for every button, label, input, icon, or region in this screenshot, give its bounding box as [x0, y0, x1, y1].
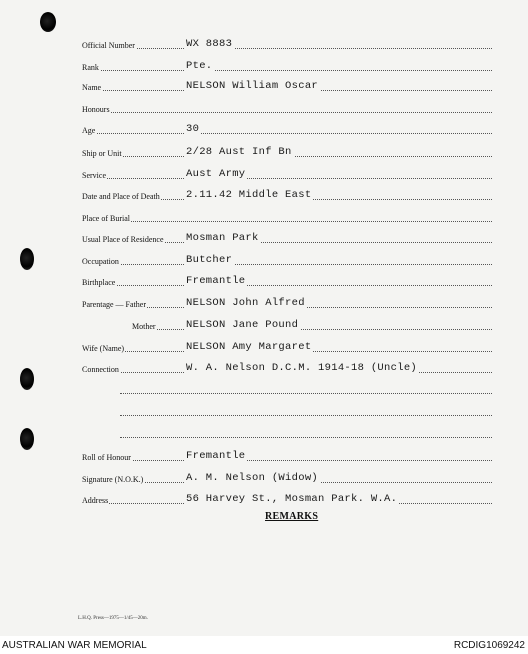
official-number-label: Official Number — [82, 41, 135, 50]
mother-label: Mother — [132, 322, 156, 331]
ship-or-unit-value: 2/28 Aust Inf Bn — [186, 146, 292, 158]
death-value: 2.11.42 Middle East — [186, 189, 312, 201]
printer-note: L.H.Q. Press—1975—1/45—20m. — [78, 616, 148, 621]
blank-line — [120, 436, 492, 438]
occupation-value: Butcher — [186, 254, 233, 266]
dotted-line — [82, 221, 492, 222]
connection-row — [82, 360, 492, 376]
signature-label: Signature (N.O.K.) — [82, 475, 144, 484]
occupation-label: Occupation — [82, 257, 119, 266]
service-row — [82, 166, 492, 182]
honours-row — [82, 100, 492, 116]
remarks-heading: REMARKS — [265, 511, 319, 522]
honours-label: Honours — [82, 105, 110, 114]
service-value: Aust Army — [186, 168, 246, 180]
blank-line — [120, 392, 492, 394]
wife-value: NELSON Amy Margaret — [186, 341, 312, 353]
dotted-line — [82, 264, 492, 265]
punch-hole — [40, 12, 56, 32]
name-label: Name — [82, 83, 102, 92]
burial-label: Place of Burial — [82, 214, 130, 223]
dotted-line — [82, 285, 492, 286]
father-label: Parentage — Father — [82, 300, 146, 309]
dotted-line — [82, 133, 492, 134]
archive-caption-left: AUSTRALIAN WAR MEMORIAL — [2, 640, 147, 651]
age-label: Age — [82, 126, 96, 135]
residence-label: Usual Place of Residence — [82, 235, 164, 244]
residence-row — [82, 230, 492, 246]
address-value: 56 Harvey St., Mosman Park. W.A. — [186, 493, 398, 505]
age-value: 30 — [186, 123, 200, 135]
address-row — [82, 491, 492, 507]
punch-hole — [20, 368, 34, 390]
roll-of-honour-label: Roll of Honour — [82, 453, 131, 462]
name-row — [82, 78, 492, 94]
archive-caption-right: RCDIG1069242 — [453, 640, 525, 651]
address-label: Address — [82, 496, 109, 505]
birthplace-label: Birthplace — [82, 278, 116, 287]
signature-row — [82, 470, 492, 486]
birthplace-value: Fremantle — [186, 275, 246, 287]
service-label: Service — [82, 171, 106, 180]
ship-or-unit-label: Ship or Unit — [82, 149, 122, 158]
death-label: Date and Place of Death — [82, 192, 160, 201]
rank-row — [82, 58, 492, 74]
father-value: NELSON John Alfred — [186, 297, 305, 309]
dotted-line — [82, 70, 492, 71]
rank-value: Pte. — [186, 60, 213, 72]
connection-value: W. A. Nelson D.C.M. 1914-18 (Uncle) — [186, 362, 418, 374]
residence-value: Mosman Park — [186, 232, 259, 244]
ship-or-unit-row — [82, 144, 492, 160]
rank-label: Rank — [82, 63, 99, 72]
dotted-line — [82, 460, 492, 461]
punch-hole — [20, 428, 34, 450]
occupation-row — [82, 252, 492, 268]
connection-label: Connection — [82, 365, 119, 374]
burial-row — [82, 209, 492, 225]
official-number-value: WX 8883 — [186, 38, 233, 50]
dotted-line — [82, 48, 492, 49]
death-row — [82, 187, 492, 203]
roll-of-honour-value: Fremantle — [186, 450, 246, 462]
punch-hole — [20, 248, 34, 270]
father-row — [82, 295, 492, 311]
wife-row — [82, 339, 492, 355]
blank-line — [120, 414, 492, 416]
signature-value: A. M. Nelson (Widow) — [186, 472, 319, 484]
wife-label: Wife (Name) — [82, 344, 125, 353]
roll-of-honour-row — [82, 448, 492, 464]
official-number-row — [82, 36, 492, 52]
mother-value: NELSON Jane Pound — [186, 319, 299, 331]
birthplace-row — [82, 273, 492, 289]
dotted-line — [82, 112, 492, 113]
dotted-line — [82, 178, 492, 179]
age-row — [82, 121, 492, 137]
mother-row — [82, 317, 492, 333]
name-value: NELSON William Oscar — [186, 80, 319, 92]
